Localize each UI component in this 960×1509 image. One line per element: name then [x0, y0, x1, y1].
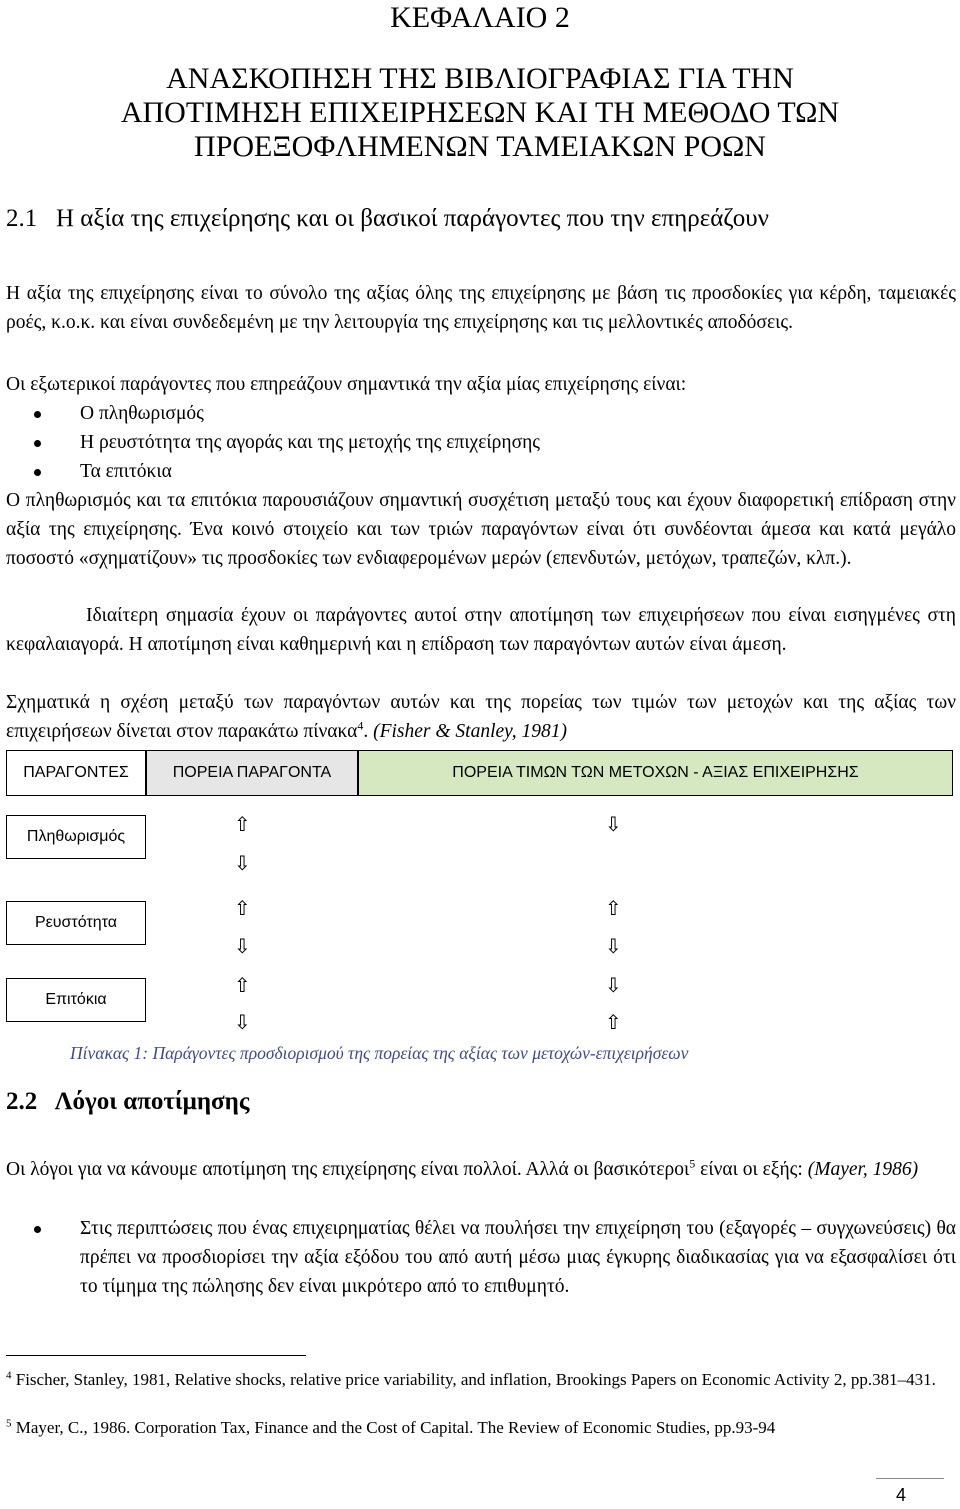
footnote-ref[interactable]: 4 [357, 718, 364, 733]
footnote [6, 1416, 956, 1440]
bullet-text: Ο πληθωρισμός [80, 403, 204, 424]
table-header: ΠΑΡΑΓΟΝΤΕΣ [6, 750, 146, 796]
up-arrow-icon: ⇧ [234, 812, 251, 836]
section-heading-2-1: 2.1 Η αξία της επιχείρησης και οι βασικοί παράγοντες που την επηρεάζουν [6, 205, 769, 232]
paragraph: Η αξία της επιχείρησης είναι το σύνολο της αξίας όλης της επιχείρησης με βάση τις προσδοκίες για κέρδη, ταμειακές ροές, κ.ο.κ. και είναι συνδεδεμένη με την λειτουργία της επιχείρησης και τις μελλοντικές αποδόσεις. [6, 283, 956, 333]
footnote-number: 4 [6, 1369, 12, 1382]
up-arrow-icon: ⇧ [605, 1010, 622, 1034]
paragraph-text: Ιδιαίτερη σημασία έχουν οι παράγοντες αυτοί στην αποτίμηση των επιχειρήσεων που είναι εισηγμένες στη κεφαλαιαγορά. Η αποτίμηση είναι καθημερινή και η επίδραση των παραγόντων αυτών είναι άμεση. [6, 605, 956, 655]
factors-table [6, 750, 953, 1040]
down-arrow-icon: ⇩ [605, 934, 622, 958]
table-caption: Πίνακας 1: Παράγοντες προσδιορισμού της πορείας της αξίας των μετοχών-επιχειρήσεων [70, 1043, 689, 1063]
up-arrow-icon: ⇧ [234, 973, 251, 997]
paragraph [6, 601, 956, 659]
section-heading-2-2: 2.2 Λόγοι αποτίμησης [6, 1088, 250, 1115]
footnote-number: 5 [6, 1417, 12, 1430]
paragraph: Σχηματικά η σχέση μεταξύ των παραγόντων αυτών και της πορείας των τιμών των μετοχών και της αξίας των επιχειρήσεων δίνεται στον παρακάτω πίνακα$^4$. (Fisher & Stanley, 1981) [6, 692, 956, 742]
footnote-text: Fischer, Stanley, 1981, Relative shocks, relative price variability, and inflation, Brookings Papers on Economic Activity 2, pp.381–431. [15, 1370, 936, 1389]
footnote [6, 1368, 956, 1392]
table-header: ΠΟΡΕΙΑ ΠΑΡΑΓΟΝΤΑ [146, 750, 358, 796]
paragraph-text: Οι λόγοι για να κάνουμε αποτίμηση της επιχείρησης είναι πολλοί. Αλλά οι βασικότεροι [6, 1159, 690, 1180]
bullet-text: Η ρευστότητα της αγοράς και της μετοχής της επιχείρησης [80, 432, 541, 453]
footnote-divider [6, 1355, 306, 1356]
row-label: Ρευστότητα [6, 901, 146, 945]
up-arrow-icon: ⇧ [605, 896, 622, 920]
title-line: ΑΠΟΤΙΜΗΣΗ ΕΠΙΧΕΙΡΗΣΕΩΝ ΚΑΙ ΤΗ ΜΕΘΟΔΟ ΤΩΝ [120, 96, 840, 129]
down-arrow-icon: ⇩ [234, 1010, 251, 1034]
page-number-rule [876, 1478, 944, 1479]
paragraph-text: Σχηματικά η σχέση μεταξύ των παραγόντων αυτών και της πορείας των τιμών των μετοχών και της αξίας των επιχειρήσεων δίνεται στον παρακάτω πίνακα [6, 692, 956, 742]
down-arrow-icon: ⇩ [605, 973, 622, 997]
down-arrow-icon: ⇩ [605, 812, 622, 836]
down-arrow-icon: ⇩ [234, 851, 251, 875]
bullet-item [42, 1214, 956, 1301]
footnote-text: Mayer, C., 1986. Corporation Tax, Finance and the Cost of Capital. The Review of Economic Studies, pp.93-94 [15, 1418, 776, 1437]
bullet-text: Στις περιπτώσεις που ένας επιχειρηματίας θέλει να πουλήσει την επιχείρηση του (εξαγορές – συγχωνεύσεις) θα πρέπει να προσδιορίσει την αξία εξόδου του από αυτή μέσω μιας έγκυρης διαδικασίας για να εξασφαλίσει ότι το τίμημα της πώλησης δεν είναι μικρότερο από το επιθυμητό. [80, 1218, 956, 1297]
chapter-heading: ΚΕΦΑΛΑΙΟ 2 [390, 1, 570, 34]
paragraph: Οι εξωτερικοί παράγοντες που επηρεάζουν σημαντικά την αξία μίας επιχείρησης είναι: [6, 374, 687, 395]
paragraph: Ο πληθωρισμός και τα επιτόκια παρουσιάζουν σημαντική συσχέτιση μεταξύ τους και έχουν διαφορετική επίδραση στην αξία της επιχείρησης. Ένα κοινό στοιχείο και των τριών παραγόντων είναι ότι συνδέονται άμεσα και κατά μεγάλο ποσοστό «σχηματίζουν» τις προσδοκίες των ενδιαφερομένων μερών (επενδυτών, μετόχων, τραπεζών, κλπ.). [6, 490, 956, 569]
row-label: Επιτόκια [6, 978, 146, 1022]
page-number: 4 [896, 1485, 907, 1505]
footnote-ref[interactable]: 5 [689, 1156, 696, 1171]
citation: (Fisher & Stanley, 1981) [373, 721, 567, 742]
chapter-title [0, 62, 960, 164]
up-arrow-icon: ⇧ [234, 896, 251, 920]
down-arrow-icon: ⇩ [234, 934, 251, 958]
paragraph [6, 1155, 956, 1184]
bullet-text: Τα επιτόκια [80, 461, 172, 482]
citation: (Mayer, 1986) [807, 1159, 919, 1180]
title-line: ΠΡΟΕΞΟΦΛΗΜΕΝΩΝ ΤΑΜΕΙΑΚΩΝ ΡΟΩΝ [194, 130, 766, 163]
row-label: Πληθωρισμός [6, 815, 146, 859]
paragraph-text: είναι οι εξής: [695, 1159, 803, 1180]
title-line: ΑΝΑΣΚΟΠΗΣΗ ΤΗΣ ΒΙΒΛΙΟΓΡΑΦΙΑΣ ΓΙΑ ΤΗΝ [166, 62, 794, 95]
table-header: ΠΟΡΕΙΑ ΤΙΜΩΝ ΤΩΝ ΜΕΤΟΧΩΝ - ΑΞΙΑΣ ΕΠΙΧΕΙΡΗΣΗΣ [358, 750, 953, 796]
